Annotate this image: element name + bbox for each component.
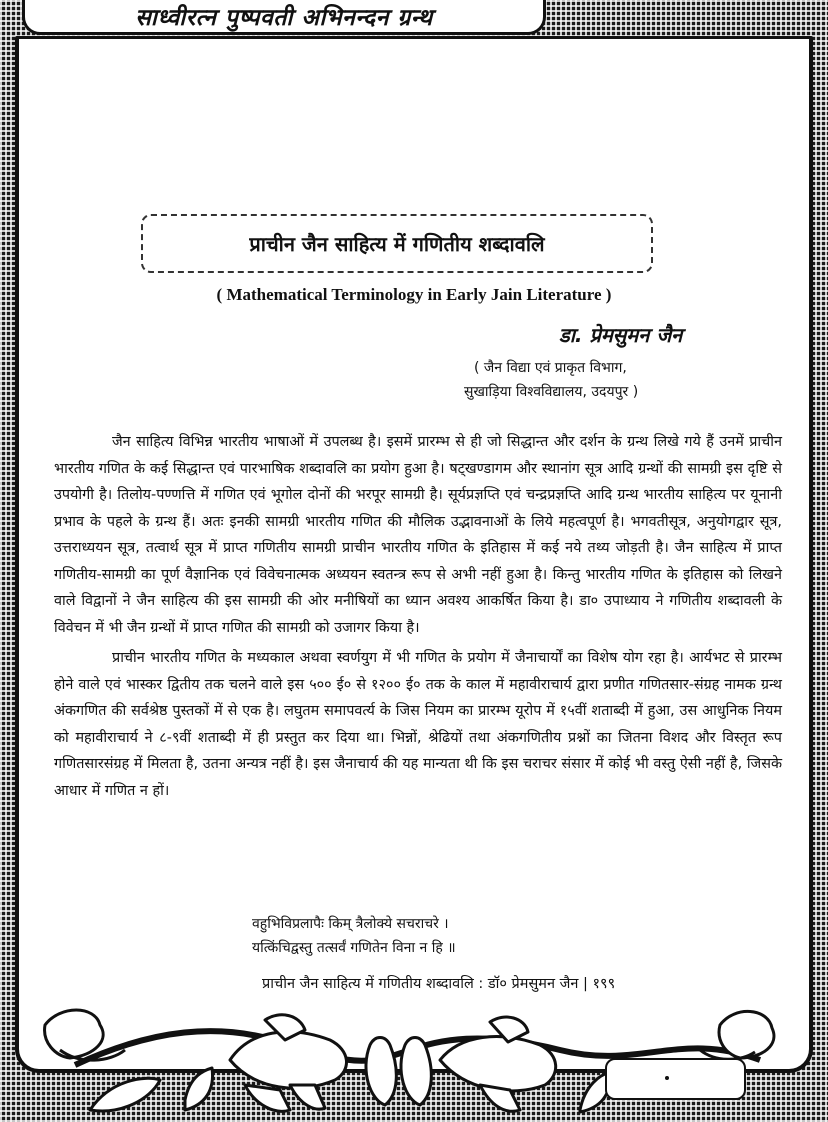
verse-line: यत्किंचिद्वस्तु तत्सर्वं गणितेन विना न हि ॥	[252, 940, 456, 956]
running-footer: प्राचीन जैन साहित्य में गणितीय शब्दावलि : डॉ० प्रेमसुमन जैन | १९९	[262, 976, 616, 992]
author-affiliation	[464, 356, 639, 404]
affiliation-line: सुखाड़िया विश्वविद्यालय, उदयपुर )	[464, 384, 639, 400]
verse-line: वहुभिविप्रलापैः किम् त्रैलोक्ये सचराचरे ।	[252, 916, 449, 932]
paragraph: जैन साहित्य विभिन्न भारतीय भाषाओं में उपलब्ध है। इसमें प्रारम्भ से ही जो सिद्धान्त और दर्शन के ग्रन्थ लिखे गये हैं उनमें प्राचीन भारतीय गणित के कई सिद्धान्त एवं पारभाषिक शब्दावलि का प्रयोग हुआ है। षट्खण्डागम और स्थानांग सूत्र आदि ग्रन्थों की सामग्री इस दृष्टि से उपयोगी है। तिलोय-पण्णत्ति में गणित एवं भूगोल दोनों की भरपूर सामग्री है। सूर्यप्रज्ञप्ति एवं चन्द्रप्रज्ञप्ति आदि ग्रन्थ भारतीय साहित्य पर यूनानी प्रभाव के पहले के ग्रन्थ हैं। अतः इनकी सामग्री भारतीय गणित की मौलिक उद्भावनाओं के लिये महत्वपूर्ण है। भगवतीसूत्र, अनुयोगद्वार सूत्र, उत्तराध्ययन सूत्र, तत्वार्थ सूत्र में प्राप्त गणितीय सामग्री प्राचीन भारतीय गणित के इतिहास में कई नये तथ्य जोड़ती है। जैन साहित्य में प्राप्त गणितीय-सामग्री का पूर्ण वैज्ञानिक एवं विवेचनात्मक अध्ययन स्वतन्त्र रूप से अभी नहीं हुआ है। किन्तु भारतीय गणित के इतिहास को लिखने वाले विद्वानों ने जैन साहित्य की इस सामग्री की ओर मनीषियों का ध्यान अवश्य आकर्षित किया है। डा० उपाध्याय ने गणितीय शब्दावली के विवेचन में भी जैन ग्रन्थों में प्राप्त गणित की सामग्री को उजागर किया है।	[54, 434, 782, 636]
header-banner	[22, 0, 546, 35]
article-body	[54, 429, 782, 808]
paragraph: प्राचीन भारतीय गणित के मध्यकाल अथवा स्वर्णयुग में भी गणित के प्रयोग में जैनाचार्यों का विशेष योग रहा है। आर्यभट से प्रारम्भ होने वाले एवं भास्कर द्वितीय तक चलने वाले इस ५०० ई० से १२०० ई० तक के काल में महावीराचार्य द्वारा प्रणीत गणितसार-संग्रह नामक ग्रन्थ अंकगणित की सर्वश्रेष्ठ पुस्तकों में से एक है। लघुतम समापवर्त्य के जिस नियम का प्रारम्भ यूरोप में १५वीं शताब्दी में हुआ, उस आधुनिक नियम को महावीराचार्य ने ८-९वीं शताब्दी में ही प्रस्तुत कर दिया था। भिन्नों, श्रेढियों तथा अंकगणितीय प्रश्नों का जितना विशद और विस्तृत रूप गणितसारसंग्रह में मिलता है, उतना अन्यत्र नहीं है। इस जैनाचार्य की यह मान्यता थी कि इस चराचर संसार में कोई भी वस्तु ऐसी नहीं है, जिसके आधार में गणित न हों।	[54, 650, 782, 799]
page-number-tab	[605, 1058, 746, 1100]
sanskrit-verse	[252, 912, 456, 960]
affiliation-line: ( जैन विद्या एवं प्राकृत विभाग,	[474, 360, 627, 376]
page-content	[15, 36, 813, 1073]
article-title-english: ( Mathematical Terminology in Early Jain Literature )	[216, 285, 612, 304]
author-name: डा. प्रेमसुमन जैन	[559, 323, 683, 347]
article-title-box	[141, 214, 653, 273]
article-title-hindi: प्राचीन जैन साहित्य में गणितीय शब्दावलि	[249, 232, 545, 256]
banner-title: साध्वीरत्न पुष्पवती अभिनन्दन ग्रन्थ	[135, 4, 433, 31]
tab-dot	[665, 1076, 669, 1080]
floral-ornament-icon	[0, 990, 828, 1122]
